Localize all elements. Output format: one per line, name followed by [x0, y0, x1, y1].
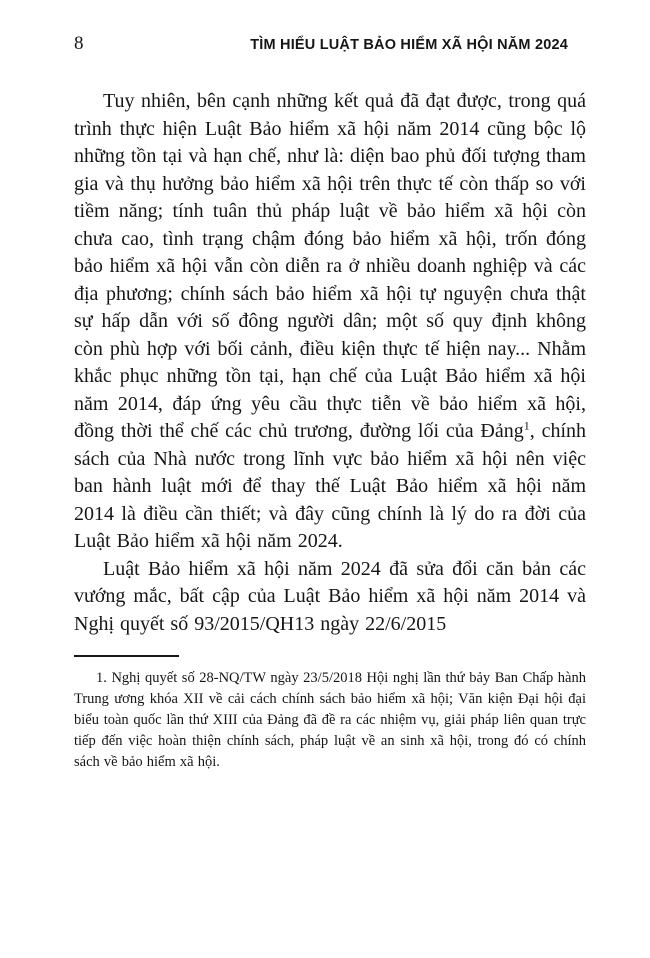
page-header	[74, 34, 586, 55]
running-title: TÌM HIỂU LUẬT BẢO HIỂM XÃ HỘI NĂM 2024	[250, 37, 568, 53]
body-paragraph-1	[74, 88, 586, 556]
paragraph-1-text-after-ref: , chính sách của Nhà nước trong lĩnh vực bảo hiểm xã hội nên việc ban hành luật mới để thay thế Luật Bảo hiểm xã hội năm 2014 là điều cần thiết; và đây cũng chính là lý do ra đời của Luật Bảo hiểm xã hội năm 2024.	[74, 420, 586, 552]
page-number: 8	[74, 33, 84, 54]
footnote-area	[74, 655, 586, 773]
page-body	[74, 88, 586, 638]
paragraph-1-text-before-ref: Tuy nhiên, bên cạnh những kết quả đã đạt được, trong quá trình thực hiện Luật Bảo hiểm xã hội năm 2014 cũng bộc lộ những tồn tại và hạn chế, như là: diện bao phủ đối tượng tham gia và thụ hưởng bảo hiểm xã hội trên thực tế còn thấp so với tiềm năng; tính tuân thủ pháp luật về bảo hiểm xã hội còn chưa cao, tình trạng chậm đóng bảo hiểm xã hội, trốn đóng bảo hiểm xã hội vẫn còn diễn ra ở nhiều doanh nghiệp và các địa phương; chính sách bảo hiểm xã hội tự nguyện chưa thật sự hấp dẫn với số đông người dân; một số quy định không còn phù hợp với bối cảnh, điều kiện thực tế hiện nay... Nhằm khắc phục những tồn tại, hạn chế của Luật Bảo hiểm xã hội năm 2014, đáp ứng yêu cầu thực tiễn về bảo hiểm xã hội, đồng thời thể chế các chủ trương, đường lối của Đảng	[74, 90, 586, 442]
footnote-reference-marker: 1	[523, 418, 530, 433]
body-paragraph-2: Luật Bảo hiểm xã hội năm 2024 đã sửa đổi căn bản các vướng mắc, bất cập của Luật Bảo hiểm xã hội năm 2014 và Nghị quyết số 93/2015/QH13 ngày 22/6/2015	[74, 557, 586, 635]
footnote-separator-rule	[74, 655, 179, 657]
footnote-text: 1. Nghị quyết số 28-NQ/TW ngày 23/5/2018 Hội nghị lần thứ bảy Ban Chấp hành Trung ương khóa XII về cải cách chính sách bảo hiểm xã hội; Văn kiện Đại hội đại biểu toàn quốc lần thứ XIII của Đảng đã đề ra các nhiệm vụ, giải pháp liên quan trực tiếp đến việc hoàn thiện chính sách, pháp luật về an sinh xã hội, trong đó có chính sách về bảo hiểm xã hội.	[74, 670, 586, 770]
